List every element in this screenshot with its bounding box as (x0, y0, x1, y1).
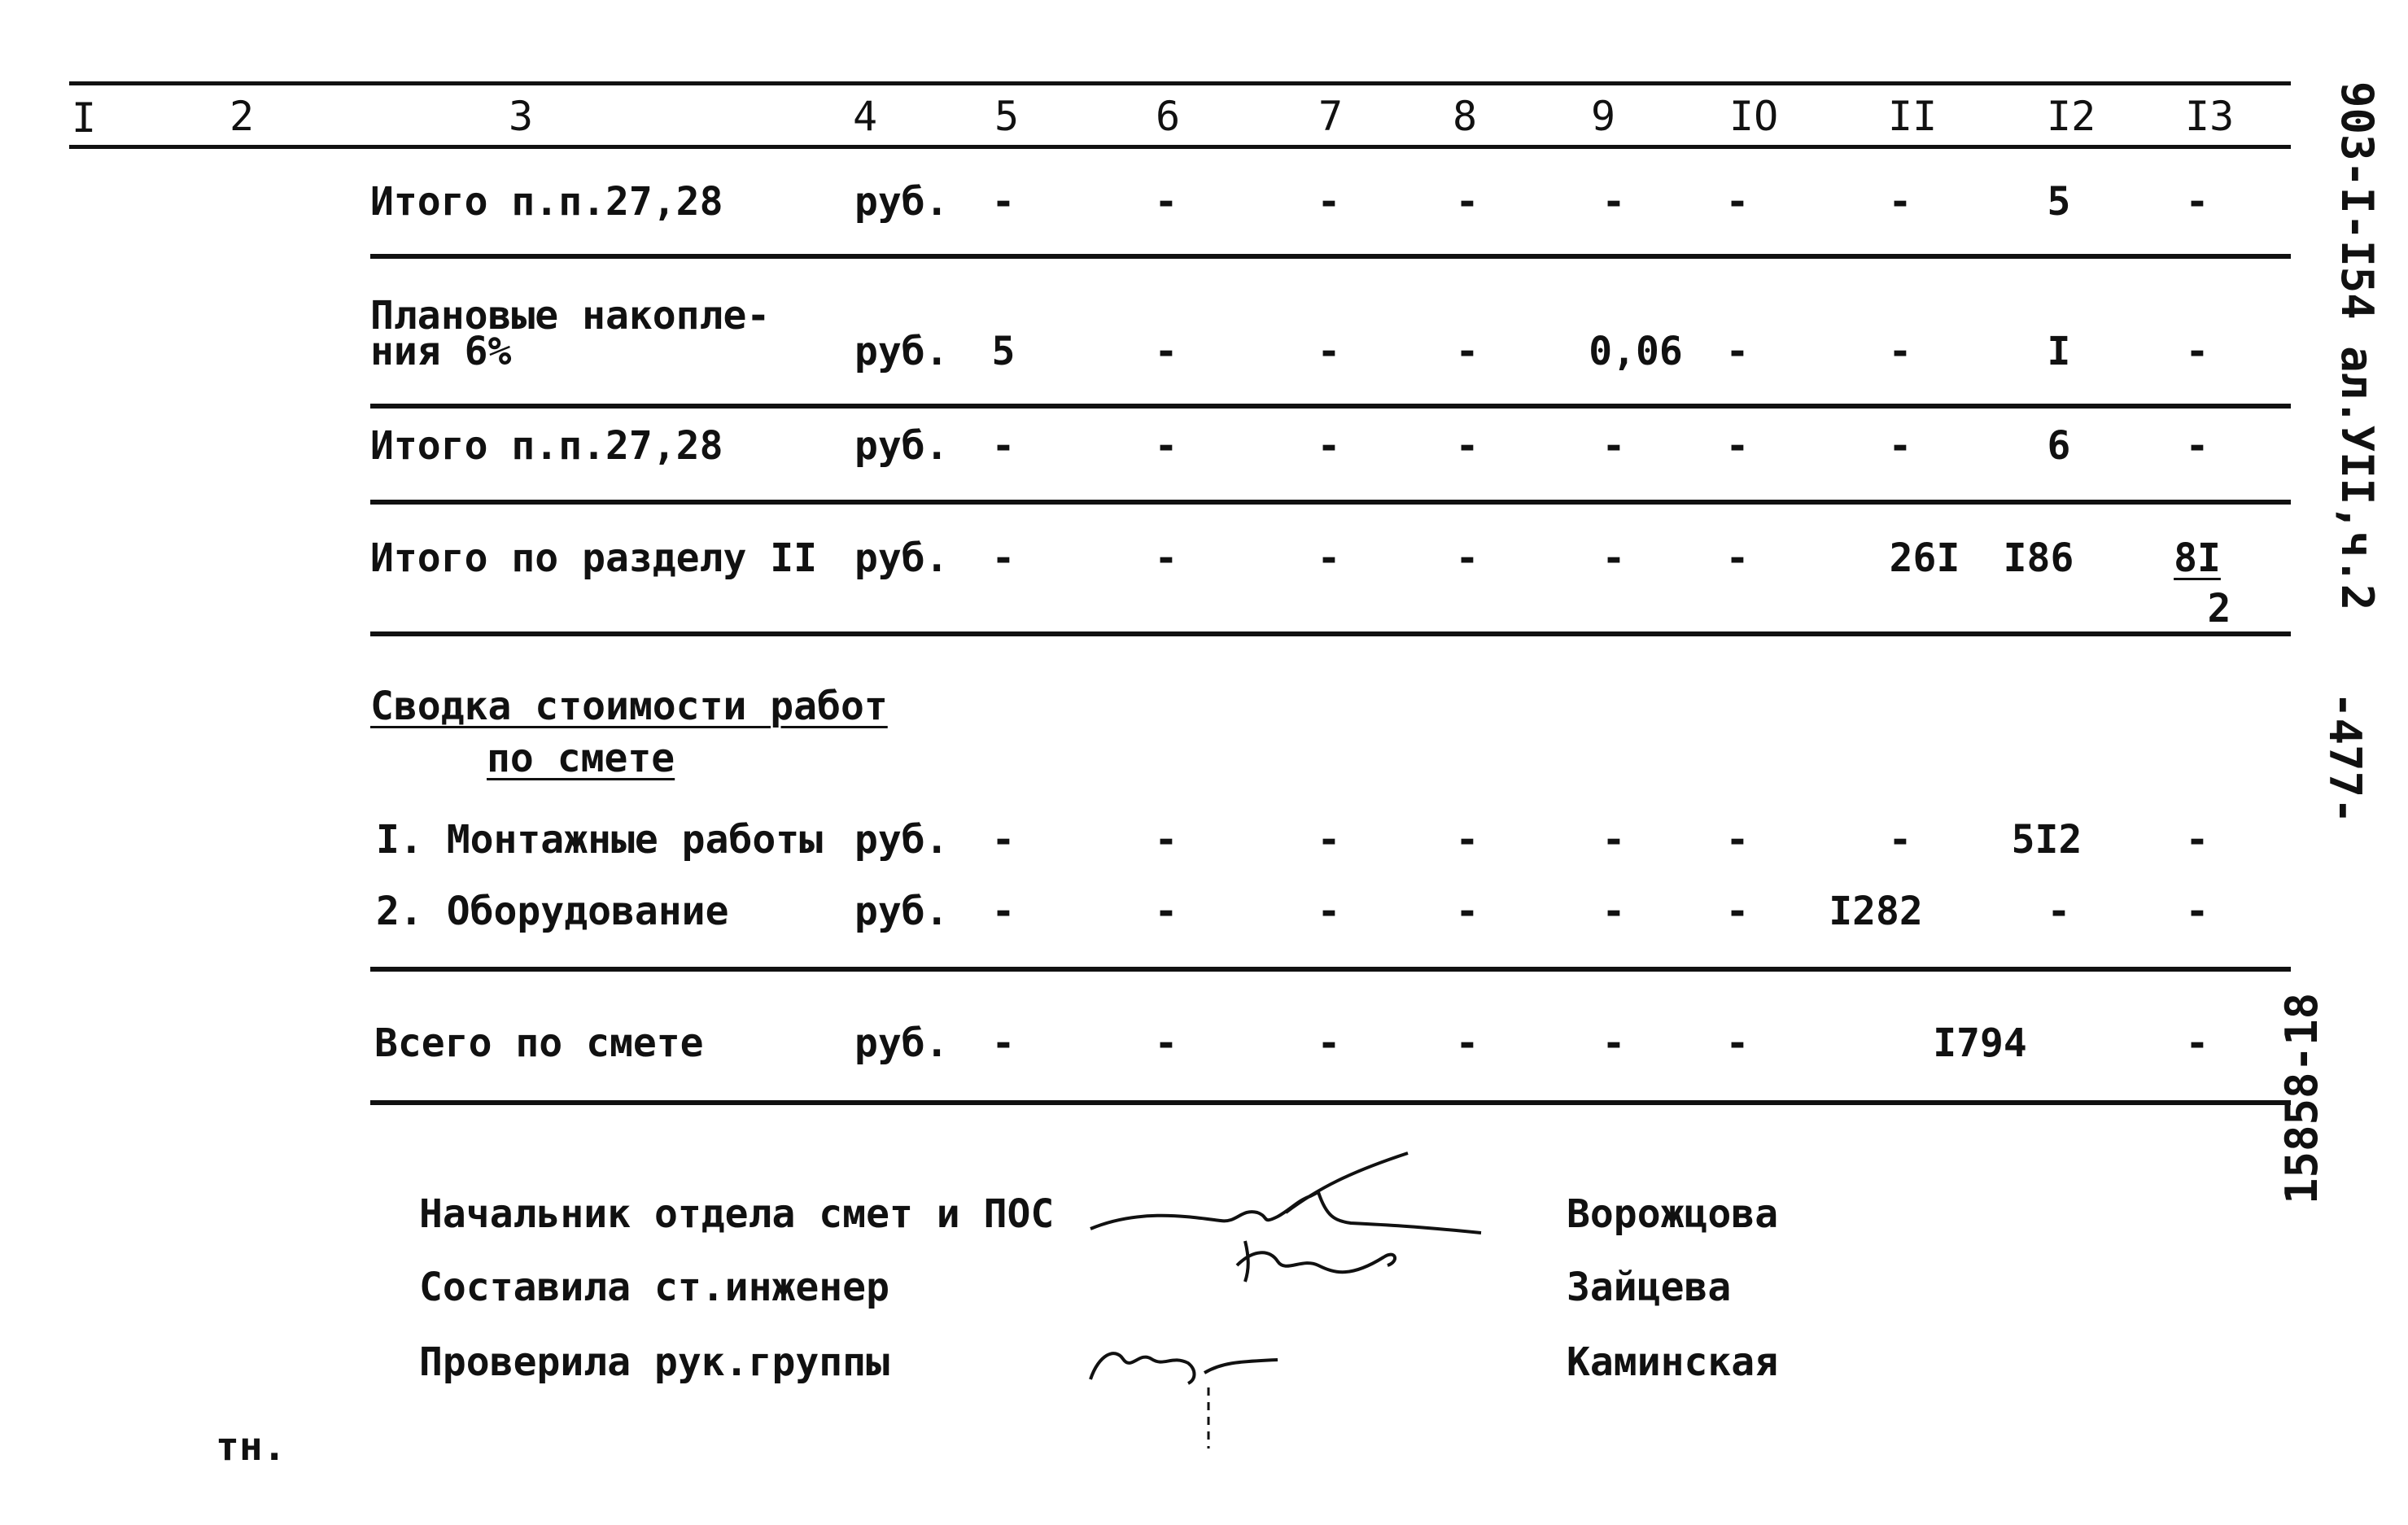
row-value-col8: - (1455, 817, 1479, 863)
row-value-col9: 0,06 (1589, 329, 1683, 374)
row-value-col5: - (991, 817, 1016, 863)
row-value-col5: 5 (991, 329, 1016, 374)
row-label: Итого п.п.27,28 (370, 423, 723, 469)
row-value-col10: - (1725, 889, 1750, 934)
row-unit: руб. (854, 423, 949, 469)
col-header-1: I (72, 94, 97, 142)
row-value-col5: - (991, 423, 1016, 469)
row-value-col8: - (1455, 889, 1479, 934)
row-value-col9: - (1602, 817, 1626, 863)
row-value-col8: - (1455, 535, 1479, 581)
total-value-col8: - (1455, 1020, 1479, 1066)
row-value-col10: - (1725, 179, 1750, 225)
row-label: I. Монтажные работы (376, 817, 824, 863)
col-header-2: 2 (229, 93, 255, 140)
row-unit: руб. (854, 179, 949, 225)
col-header-6: 6 (1156, 93, 1181, 140)
row-rule (370, 404, 2291, 409)
col-header-13: I3 (2185, 93, 2235, 140)
row-label: Итого п.п.27,28 (370, 179, 723, 225)
col-header-8: 8 (1453, 93, 1478, 140)
col-header-9: 9 (1591, 93, 1616, 140)
row-value-col12: I (2047, 329, 2071, 374)
row-unit: руб. (854, 329, 949, 374)
row-value-col12: 5 (2047, 179, 2071, 225)
archive-number: 15858-18 (2276, 992, 2327, 1204)
footer-mark: тн. (216, 1424, 286, 1470)
page-number: -477- (2319, 692, 2371, 824)
row-value-col13: - (2185, 817, 2209, 863)
signature-name: Ворожцова (1567, 1191, 1779, 1237)
row-value-col12: I86 (2003, 535, 2074, 581)
row-value-col6: - (1154, 889, 1178, 934)
row-label: 2. Оборудование (376, 889, 729, 934)
row-value-col13: - (2185, 889, 2209, 934)
col-header-5: 5 (994, 93, 1020, 140)
total-unit: руб. (854, 1020, 949, 1066)
handwritten-signatures (1074, 1143, 1497, 1453)
total-label: Всего по смете (374, 1020, 704, 1066)
row-value-col6: - (1154, 423, 1178, 469)
row-value-col8: - (1455, 179, 1479, 225)
row-unit: руб. (854, 889, 949, 934)
row-value-col9: - (1602, 889, 1626, 934)
total-value-col5: - (991, 1020, 1016, 1066)
signature-name: Каминская (1567, 1339, 1779, 1385)
total-value-col10: - (1725, 1020, 1750, 1066)
total-value-col7: - (1317, 1020, 1341, 1066)
row-value-col13: - (2185, 329, 2209, 374)
signature-role: Начальник отдела смет и ПОС (419, 1191, 1055, 1237)
row-value-col10: - (1725, 423, 1750, 469)
row-value-col7: - (1317, 535, 1341, 581)
row-value-col11: 26I (1889, 535, 1960, 581)
row-value-col9: - (1602, 423, 1626, 469)
row-value-col7: - (1317, 329, 1341, 374)
signature-role: Составила ст.инженер (419, 1265, 889, 1310)
summary-title-line1: Сводка стоимости работ (370, 684, 888, 729)
row-rule (370, 500, 2291, 505)
row-label-line2: ния 6% (370, 329, 512, 374)
row-value-col13-extra: 2 (2207, 586, 2231, 631)
row-value-col7: - (1317, 423, 1341, 469)
col-header-12: I2 (2047, 93, 2096, 140)
row-value-col6: - (1154, 329, 1178, 374)
row-value-col13: - (2185, 179, 2209, 225)
row-value-col11: - (1888, 179, 1912, 225)
row-value-col10: - (1725, 535, 1750, 581)
row-value-col5: - (991, 179, 1016, 225)
col-header-3: 3 (509, 93, 534, 140)
header-bottom-rule (69, 145, 2291, 149)
col-header-7: 7 (1318, 93, 1344, 140)
document-code: 903-I-I54 ал.УII,ч.2 (2332, 81, 2383, 611)
row-value-col5: - (991, 535, 1016, 581)
row-value-col11: - (1888, 817, 1912, 863)
row-value-col8: - (1455, 329, 1479, 374)
row-value-col8: - (1455, 423, 1479, 469)
summary-title-line2: по смете (487, 736, 675, 781)
row-value-col10: - (1725, 817, 1750, 863)
row-rule (370, 254, 2291, 259)
signature-role: Проверила рук.группы (419, 1339, 889, 1385)
row-value-col6: - (1154, 817, 1178, 863)
col-header-10: IO (1729, 93, 1779, 140)
total-sum: I794 (1933, 1020, 2027, 1066)
row-value-col12: 6 (2047, 423, 2071, 469)
row-value-col7: - (1317, 817, 1341, 863)
header-top-rule (69, 81, 2291, 85)
row-value-col5: - (991, 889, 1016, 934)
row-unit: руб. (854, 817, 949, 863)
row-value-col6: - (1154, 179, 1178, 225)
row-label-line1: Плановые накопле- (370, 293, 771, 339)
row-label: Итого по разделу II (370, 535, 818, 581)
row-value-col13: - (2185, 423, 2209, 469)
row-rule (370, 1100, 2291, 1105)
row-value-col11: I282 (1829, 889, 1923, 934)
row-value-col10: - (1725, 329, 1750, 374)
row-value-col13: 8I (2174, 535, 2221, 581)
row-value-col6: - (1154, 535, 1178, 581)
col-header-4: 4 (853, 93, 878, 140)
total-value-col6: - (1154, 1020, 1178, 1066)
col-header-11: II (1888, 93, 1938, 140)
row-value-col11: - (1888, 423, 1912, 469)
row-unit: руб. (854, 535, 949, 581)
signature-name: Зайцева (1567, 1265, 1732, 1310)
row-value-col7: - (1317, 889, 1341, 934)
row-value-col9: - (1602, 179, 1626, 225)
row-value-col11: - (1888, 329, 1912, 374)
total-value-col9: - (1602, 1020, 1626, 1066)
row-value-col7: - (1317, 179, 1341, 225)
row-rule (370, 631, 2291, 636)
row-value-col9: - (1602, 535, 1626, 581)
row-value-col12: 5I2 (2011, 817, 2082, 863)
row-rule (370, 967, 2291, 972)
total-value-col13: - (2185, 1020, 2209, 1066)
row-value-col12: - (2047, 889, 2071, 934)
